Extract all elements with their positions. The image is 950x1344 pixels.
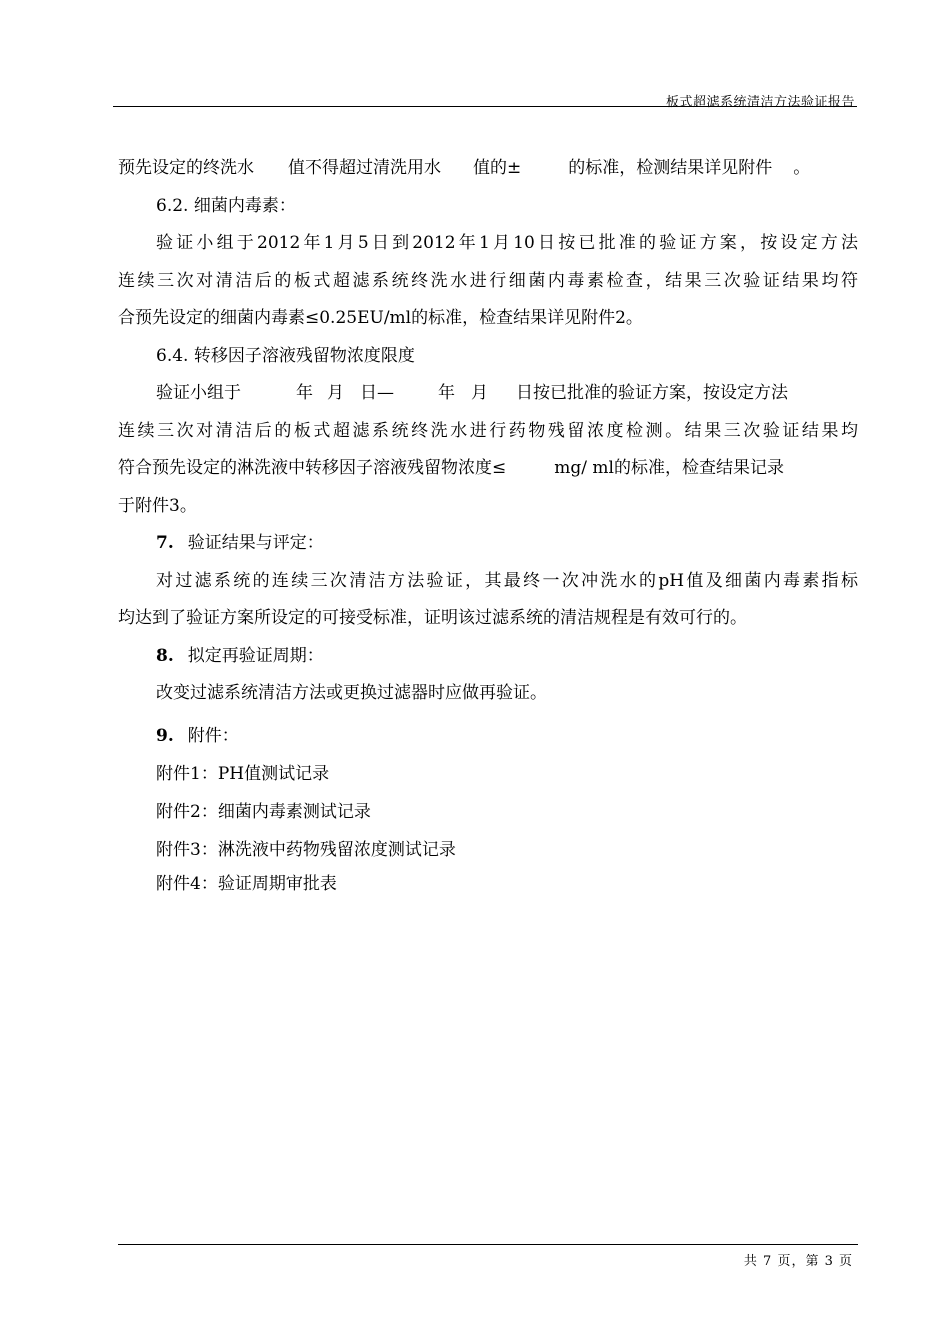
section-9-heading	[118, 718, 858, 756]
section-8-heading	[118, 638, 858, 676]
page-header-title: 板式超滤系统清洁方法验证报告	[665, 95, 855, 110]
section-6-4-line-4: 于附件3。	[118, 495, 197, 516]
attachment-item: 附件3：淋洗液中药物残留浓度测试记录	[156, 840, 456, 860]
ph-text-4: 的标准，检测结果详见附件	[568, 158, 773, 178]
section-8-number: 8.	[156, 645, 174, 666]
section-6-4-line-1	[118, 375, 858, 413]
section-6-2-heading: 6.2. 细菌内毒素：	[156, 195, 296, 216]
section-6-2-line-3: 合预先设定的细菌内毒素≤0.25EU/ml的标准，检查结果详见附件2。	[118, 308, 643, 328]
ph-text-5: 。	[793, 158, 811, 178]
section-6-4-line-3	[118, 450, 858, 488]
ph-text-2: 值不得超过清洗用水	[288, 158, 441, 178]
section-7-title: 验证结果与评定：	[187, 533, 324, 553]
s64-line3-a: 符合预先设定的淋洗液中转移因子溶液残留物浓度≤	[118, 458, 507, 478]
ph-result-line	[118, 150, 858, 188]
section-6-2-line-1: 验证小组于2012年1月5日到2012年1月10日按已批准的验证方案，按设定方法	[156, 233, 858, 253]
section-6-4-line-2: 连续三次对清洁后的板式超滤系统终洗水进行药物残留浓度检测。结果三次验证结果均	[118, 420, 858, 441]
header-divider	[113, 106, 857, 107]
section-7-heading	[118, 525, 858, 563]
footer-divider	[118, 1244, 858, 1245]
s64-line3-b: mg/ ml的标准，检查结果记录	[554, 458, 784, 478]
section-9-title: 附件：	[187, 725, 239, 746]
document-body	[118, 150, 858, 899]
ph-text-3: 值的±	[473, 158, 522, 178]
attachment-item: 附件1：PH值测试记录	[156, 764, 330, 784]
s64-text-a: 验证小组于	[156, 383, 241, 403]
s64-year-1: 年	[296, 383, 313, 403]
section-6-4-heading: 6.4. 转移因子溶液残留物浓度限度	[156, 345, 415, 366]
attachment-item: 附件4：验证周期审批表	[156, 874, 337, 894]
section-7-line-1: 对过滤系统的连续三次清洁方法验证，其最终一次冲洗水的pH值及细菌内毒素指标	[156, 570, 858, 591]
section-8-title: 拟定再验证周期：	[187, 645, 324, 666]
attachment-item: 附件2：细菌内毒素测试记录	[156, 802, 371, 822]
section-6-2-line-2: 连续三次对清洁后的板式超滤系统终洗水进行细菌内毒素检查，结果三次验证结果均符	[118, 270, 858, 291]
page-number: 共 7 页，第 3 页	[743, 1254, 853, 1269]
s64-month-1: 月	[327, 383, 344, 403]
s64-day-1: 日—	[360, 383, 394, 403]
section-7-line-2: 均达到了验证方案所设定的可接受标准，证明该过滤系统的清洁规程是有效可行的。	[118, 608, 747, 628]
s64-month-2: 月	[471, 383, 488, 403]
section-9-number: 9.	[156, 725, 174, 746]
s64-year-2: 年	[438, 383, 455, 403]
ph-text-1: 预先设定的终洗水	[118, 158, 254, 178]
section-8-line-1: 改变过滤系统清洁方法或更换过滤器时应做再验证。	[156, 683, 547, 703]
section-7-number: 7.	[156, 533, 174, 553]
s64-text-g: 日按已批准的验证方案，按设定方法	[516, 383, 788, 403]
